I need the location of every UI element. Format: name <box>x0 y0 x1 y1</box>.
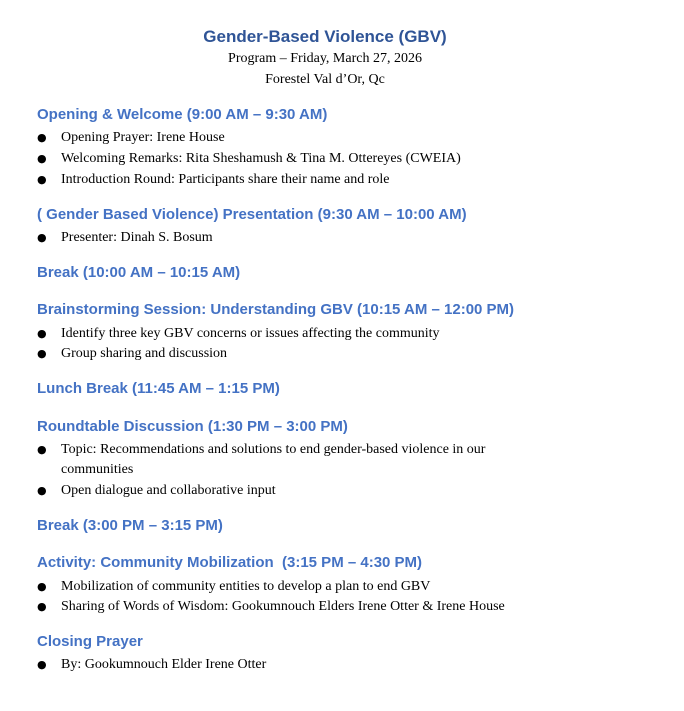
list-item: ● Sharing of Words of Wisdom: Gookumnouch Elders Irene Otter & Irene House <box>37 597 637 617</box>
section-heading-opening: Opening & Welcome (9:00 AM – 9:30 AM) <box>37 106 328 123</box>
bullet-icon: ● <box>37 580 47 593</box>
section-heading-break-morning: Break (10:00 AM – 10:15 AM) <box>37 264 241 281</box>
section-heading-activity: Activity: Community Mobilization (3:15 PM – 4:30 PM) <box>37 554 423 571</box>
section-heading-closing: Closing Prayer <box>37 633 143 650</box>
list-item: ● By: Gookumnouch Elder Irene Otter <box>37 655 597 675</box>
bullet-icon: ● <box>37 443 47 456</box>
document-title: Gender-Based Violence (GBV) <box>203 27 447 46</box>
section-heading-roundtable: Roundtable Discussion (1:30 PM – 3:00 PM) <box>37 418 348 435</box>
bullet-icon: ● <box>37 152 47 165</box>
bullet-icon: ● <box>37 658 47 671</box>
program-date-line: Program – Friday, March 27, 2026 <box>228 51 422 66</box>
section-heading-presentation: ( Gender Based Violence) Presentation (9:30 AM – 10:00 AM) <box>37 206 467 223</box>
bullet-icon: ● <box>37 173 47 186</box>
bullet-icon: ● <box>37 327 47 340</box>
list-item: ● Opening Prayer: Irene House <box>37 128 597 148</box>
section-heading-brainstorming: Brainstorming Session: Understanding GBV (10:15 AM – 12:00 PM) <box>37 301 515 318</box>
list-item: ● Introduction Round: Participants share their name and role <box>37 170 597 190</box>
location-line: Forestel Val d’Or, Qc <box>265 72 385 87</box>
list-item: ● Open dialogue and collaborative input <box>37 481 597 501</box>
bullet-icon: ● <box>37 231 47 244</box>
bullet-icon: ● <box>37 131 47 144</box>
list-item: ● Topic: Recommendations and solutions to end gender-based violence in our communities <box>37 442 486 477</box>
bullet-icon: ● <box>37 484 47 497</box>
section-heading-lunch: Lunch Break (11:45 AM – 1:15 PM) <box>37 380 280 397</box>
list-item: ● Presenter: Dinah S. Bosum <box>37 228 597 248</box>
list-item: ● Identify three key GBV concerns or issues affecting the community <box>37 324 597 344</box>
list-item: ● Group sharing and discussion <box>37 344 597 364</box>
bullet-icon: ● <box>37 347 47 360</box>
section-heading-break-afternoon: Break (3:00 PM – 3:15 PM) <box>37 517 223 534</box>
bullet-icon: ● <box>37 600 47 613</box>
list-item: ● Welcoming Remarks: Rita Sheshamush & Tina M. Ottereyes (CWEIA) <box>37 149 597 169</box>
list-item: ● Mobilization of community entities to develop a plan to end GBV <box>37 577 597 597</box>
